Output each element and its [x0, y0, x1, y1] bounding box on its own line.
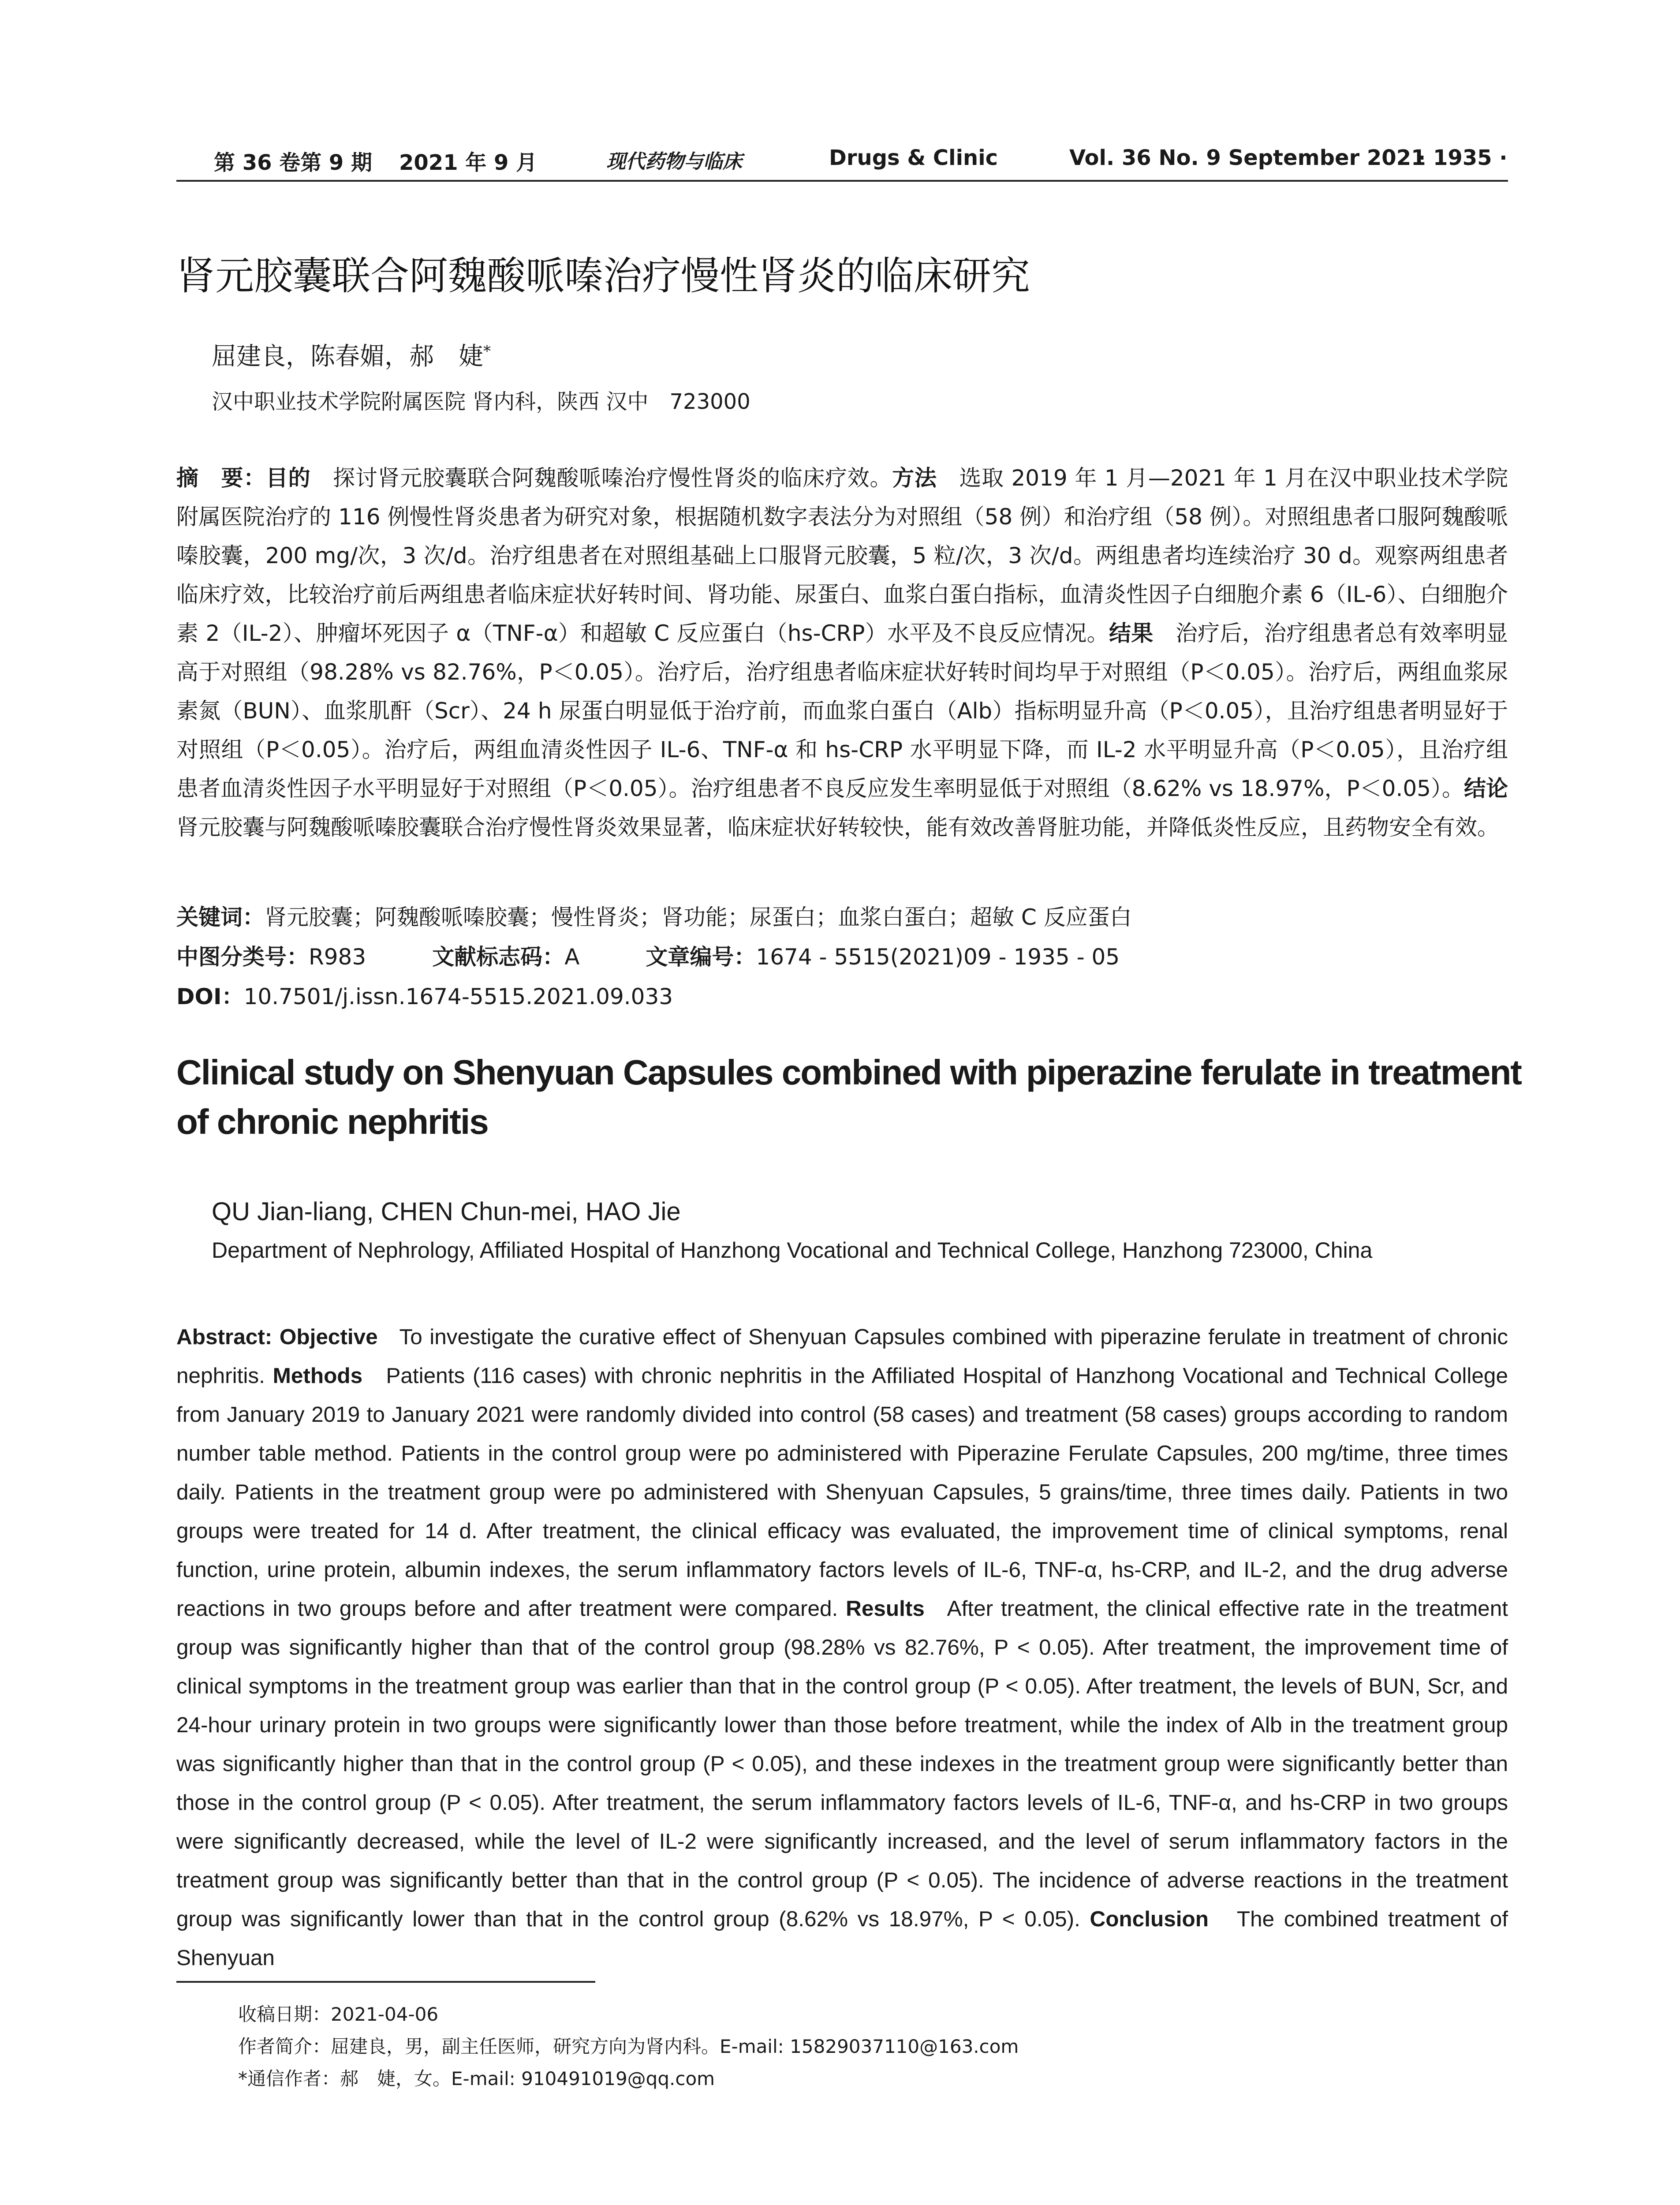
- objective-en-text: To investigate the curative effect of Shenyuan Capsules combined with piperazine ferulate in treatment of chronic nephritis.: [176, 1325, 1508, 1388]
- corresponding-mark: *: [483, 342, 491, 360]
- abstract-zh: [176, 459, 1508, 847]
- header-journal-en: Drugs & Clinic: [829, 146, 998, 170]
- header-date-zh: 2021 年 9 月: [399, 150, 538, 175]
- clc-label: 中图分类号：: [176, 944, 309, 970]
- article-title-zh: 肾元胶囊联合阿魏酸哌嗪治疗慢性肾炎的临床研究: [176, 253, 1030, 299]
- keywords-zh-label: 关键词：: [176, 904, 265, 930]
- authors-en: QU Jian-liang, CHEN Chun-mei, HAO Jie: [212, 1197, 681, 1226]
- methods-en-label: Methods: [273, 1364, 363, 1388]
- footnote-author-bio: 作者简介：屈建良，男，副主任医师，研究方向为肾内科。E-mail: 15829037110@163.com: [238, 2036, 1019, 2057]
- methods-en-text: Patients (116 cases) with chronic nephritis in the Affiliated Hospital of Hanzhong Vocational and Technical College from January 2019 to January 2021 were randomly divided into control (58 cases) and treatment (58 cases) groups according to random number table method. Patients in the control group were po administered with Piperazine Ferulate Capsules, 200 mg/time, three times daily. Patients in the treatment group were po administered with Shenyuan Capsules, 5 grains/time, three times daily. Patients in two groups were treated for 14 d. After treatment, the clinical efficacy was evaluated, the improvement time of clinical symptoms, renal function, urine protein, albumin indexes, the serum inflammatory factors levels of IL-6, TNF-α, hs-CRP, and IL-2, and the drug adverse reactions in two groups before and after treatment were compared.: [176, 1364, 1508, 1621]
- header-journal-zh: 现代药物与临床: [606, 150, 742, 173]
- results-en-text: After treatment, the clinical effective rate in the treatment group was significantly higher than that of the control group (98.28% vs 82.76%, P < 0.05). After treatment, the improvement time of clinical symptoms in the treatment group was earlier than that in the control group (P < 0.05). After treatment, the levels of BUN, Scr, and 24-hour urinary protein in two groups were significantly lower than those before treatment, while the index of Alb in the treatment group was significantly higher than that in the control group (P < 0.05), and these indexes in the treatment group were significantly better than those in the control group (P < 0.05). After treatment, the serum inflammatory factors levels of IL-6, TNF-α, and hs-CRP in two groups were significantly decreased, while the level of IL-2 were significantly increased, and the level of serum inflammatory factors in the treatment group was significantly better than that in the control group (P < 0.05). The incidence of adverse reactions in the treatment group was significantly lower than that in the control group (8.62% vs 18.97%, P < 0.05).: [176, 1596, 1508, 1931]
- abstract-zh-label: 摘 要：: [176, 465, 266, 491]
- affiliation-en: Department of Nephrology, Affiliated Hospital of Hanzhong Vocational and Technical College, Hanzhong 723000, China: [212, 1238, 1373, 1263]
- doc-code-label: 文献标志码：: [432, 944, 565, 970]
- clc-value: R983: [309, 944, 366, 970]
- classification-line: [176, 939, 1120, 971]
- header-page-number: · 1935 ·: [1418, 146, 1508, 170]
- running-header: [176, 142, 1508, 182]
- footnote-received: 收稿日期：2021-04-06: [238, 2003, 439, 2025]
- methods-zh-label: 方法: [892, 465, 937, 491]
- keywords-zh: [176, 900, 1132, 931]
- header-volume-zh: 第 36 卷第 9 期: [214, 150, 373, 175]
- doc-code-value: A: [564, 944, 580, 970]
- conclusion-en-label: Conclusion: [1090, 1907, 1209, 1931]
- article-number-value: 1674 - 5515(2021)09 - 1935 - 05: [756, 944, 1120, 970]
- abstract-en: [176, 1318, 1508, 1977]
- authors-zh: [212, 337, 491, 372]
- conclusion-en-text: The combined treatment of Shenyuan: [176, 1907, 1508, 1970]
- conclusion-zh-text: 肾元胶囊与阿魏酸哌嗪胶囊联合治疗慢性肾炎效果显著，临床症状好转较快，能有效改善肾脏功能，并降低炎性反应，且药物安全有效。: [176, 815, 1499, 840]
- doi-label: DOI：: [176, 984, 244, 1009]
- objective-en-label: Objective: [279, 1325, 378, 1349]
- results-en-label: Results: [846, 1596, 925, 1621]
- abstract-en-label: Abstract:: [176, 1325, 273, 1349]
- doi-value: 10.7501/j.issn.1674-5515.2021.09.033: [243, 984, 673, 1009]
- results-zh-text: 治疗后，治疗组患者总有效率明显高于对照组（98.28% vs 82.76%，P＜0.05）。治疗后，治疗组患者临床症状好转时间均早于对照组（P＜0.05）。治疗后，两组血浆尿素氮（BUN）、血浆肌酐（Scr）、24 h 尿蛋白明显低于治疗前，而血浆白蛋白（Alb）指标明显升高（P＜0.05），且治疗组患者明显好于对照组（P＜0.05）。治疗后，两组血清炎性因子 IL-6、TNF-α 和 hs-CRP 水平明显下降，而 IL-2 水平明显升高（P＜0.05），且治疗组患者血清炎性因子水平明显好于对照组（P＜0.05）。治疗组患者不良反应发生率明显低于对照组（8.62% vs 18.97%，P＜0.05）。: [176, 620, 1508, 801]
- authors-zh-names: 屈建良，陈春媚，郝 婕: [212, 342, 483, 371]
- objective-zh-label: 目的: [265, 465, 311, 491]
- results-zh-label: 结果: [1109, 620, 1154, 646]
- article-title-en: Clinical study on Shenyuan Capsules combined with piperazine ferulate in treatment of chronic nephritis: [176, 1053, 1521, 1141]
- article-number-label: 文章编号：: [646, 944, 756, 970]
- footnote-divider: [176, 1981, 595, 1983]
- doi-line: [176, 979, 673, 1011]
- conclusion-zh-label: 结论: [1464, 776, 1508, 801]
- affiliation-zh: 汉中职业技术学院附属医院 肾内科，陕西 汉中 723000: [212, 389, 750, 414]
- keywords-zh-text: 肾元胶囊；阿魏酸哌嗪胶囊；慢性肾炎；肾功能；尿蛋白；血浆白蛋白；超敏 C 反应蛋白: [265, 904, 1132, 930]
- objective-zh-text: 探讨肾元胶囊联合阿魏酸哌嗪治疗慢性肾炎的临床疗效。: [333, 465, 892, 491]
- header-volume-en: Vol. 36 No. 9 September 2021: [1069, 146, 1426, 170]
- methods-zh-text: 选取 2019 年 1 月—2021 年 1 月在汉中职业技术学院附属医院治疗的 116 例慢性肾炎患者为研究对象，根据随机数字表法分为对照组（58 例）和治疗组（58 例）。对照组患者口服阿魏酸哌嗪胶囊，200 mg/次，3 次/d。治疗组患者在对照组基础上口服肾元胶囊，5 粒/次，3 次/d。两组患者均连续治疗 30 d。观察两组患者临床疗效，比较治疗前后两组患者临床症状好转时间、肾功能、尿蛋白、血浆白蛋白指标，血清炎性因子白细胞介素 6（IL-6）、白细胞介素 2（IL-2）、肿瘤坏死因子 α（TNF-α）和超敏 C 反应蛋白（hs-CRP）水平及不良反应情况。: [176, 465, 1508, 646]
- footnote-corresponding: *通信作者：郝 婕，女。E-mail: 910491019@qq.com: [238, 2068, 715, 2089]
